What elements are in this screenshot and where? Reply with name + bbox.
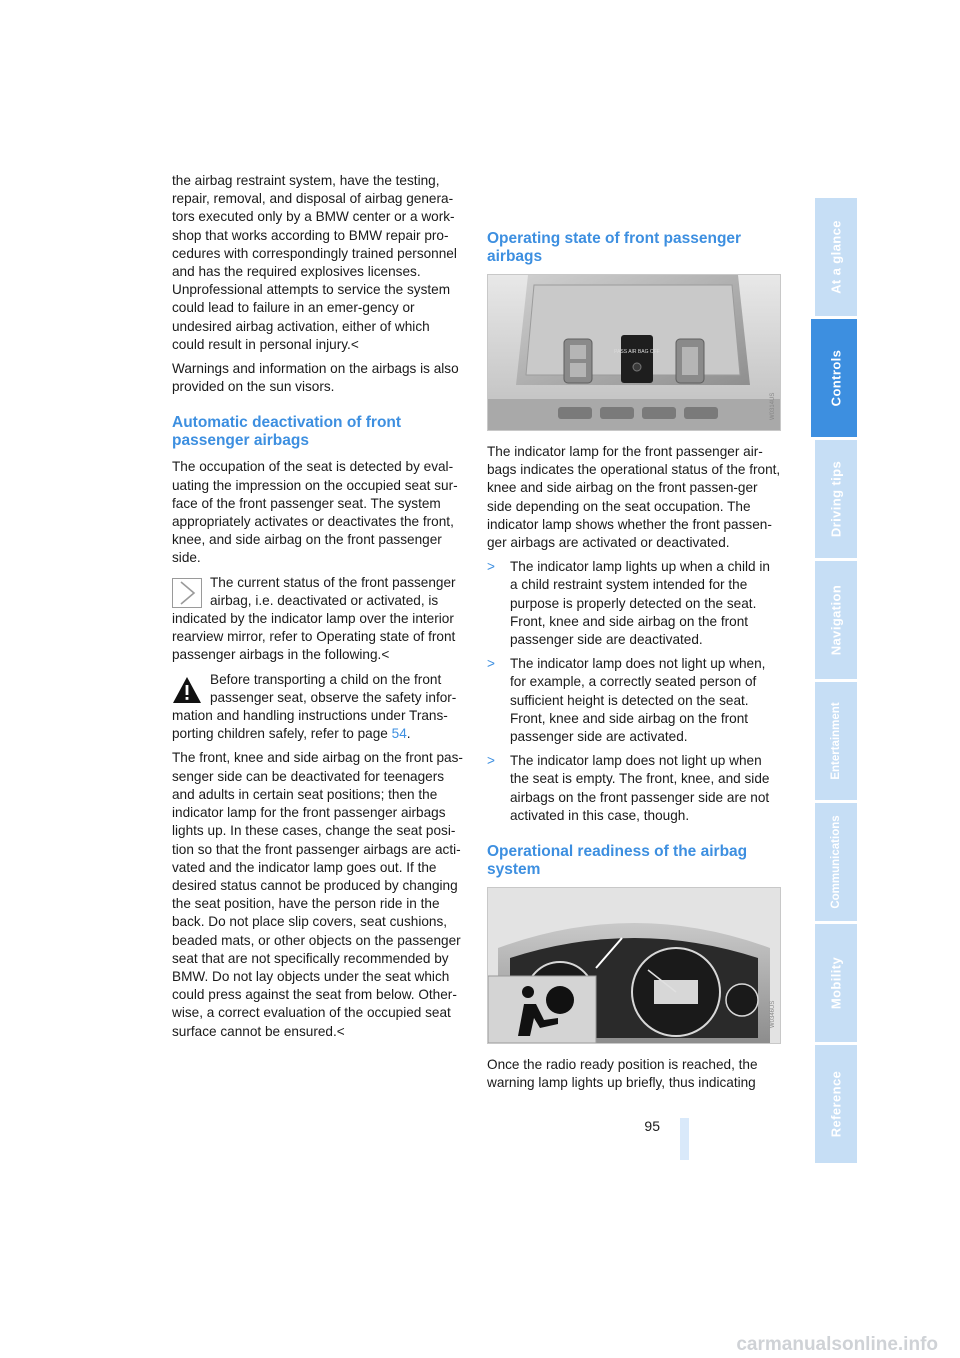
tab-mobility[interactable] <box>815 924 857 1042</box>
tab-label: At a glance <box>828 220 844 294</box>
paragraph-airbag-service: the airbag restraint system, have the testing, repair, removal, and disposal of airbag genera-tors executed only by a BMW center or a work-shop that works according to BMW repair pro-cedures with correspondingly trained personnel and has the required explosives licenses. Unprofessional attempts to service the system could lead to failure in an emer-gency or undesired airbag activation, either of which could result in personal injury.< <box>172 173 457 352</box>
tab-label: Entertainment <box>830 702 842 780</box>
tab-label: Driving tips <box>828 460 844 538</box>
tab-communications[interactable] <box>815 803 857 921</box>
list-item <box>487 655 781 746</box>
tab-controls[interactable] <box>815 319 857 437</box>
tab-at-a-glance[interactable] <box>815 198 857 316</box>
list-item-text: The indicator lamp lights up when a child in a child restraint system intended for the purpose is properly detected on the seat. Front, knee and side airbag on the front passenger side are deactivated. <box>510 559 770 648</box>
bullet-mark: > <box>487 753 495 769</box>
warning-child <box>172 671 464 744</box>
warning-child-text: Before transporting a child on the front passenger seat, observe the safety infor-mation and handling instructions under Trans-porting children safely, refer to page <box>172 671 457 742</box>
tab-entertainment[interactable] <box>815 682 857 800</box>
tab-driving-tips[interactable] <box>815 440 857 558</box>
page-link-54[interactable]: 54 <box>391 726 407 742</box>
warning-period: . <box>406 726 411 742</box>
heading-automatic-deactivation: Automatic deactivation of front passenger airbags <box>172 414 402 450</box>
tab-label: Controls <box>828 349 844 407</box>
note-status <box>172 574 464 665</box>
page-number: 95 <box>644 1118 660 1134</box>
watermark-brand: carmanualsonline.info <box>736 1334 938 1355</box>
heading-operating-state: Operating state of front passenger airbags <box>487 230 742 265</box>
tab-label: Communications <box>830 815 842 909</box>
left-column <box>172 172 464 1047</box>
paragraph-seat-occupation: The occupation of the seat is detected by eval-uating the impression on the occupied seat sur-face of the front passenger seat. The system appropriately activates or deactivates the front, knee, and side airbag on the front passenger side. <box>172 459 458 566</box>
paragraph-deactivation-details: The front, knee and side airbag on the front pas-senger side can be deactivated for teenagers and adults in certain seat positions; then the indicator lamp for the front passenger airbags lights up. In these cases, change the seat posi-tion so that the front passenger airbags are acti-vated and the indicator lamp goes out. If the desired status cannot be produced by changing the seat position, have the person ride in the back. Do not place slip covers, seat cushions, beaded mats, or other objects on the passenger seat that are not specifically recommended by BMW. Do not lay objects under the seat which could press against the seat from below. Other-wise, a correct evaluation of the occupied seat surface cannot be ensured.< <box>172 750 463 1039</box>
photo1-code: W0314US <box>770 392 776 420</box>
note-status-text: The current status of the front passenger airbag, i.e. deactivated or activated, is indicated by the indicator lamp over the interior rearview mirror, refer to Operating state of front passenger airbags in the following.< <box>172 574 456 663</box>
tab-reference[interactable] <box>815 1045 857 1163</box>
lamp-label: PASS AIR BAG OFF <box>614 349 660 355</box>
bullet-mark: > <box>487 559 495 575</box>
tab-label: Mobility <box>828 956 844 1010</box>
tab-navigation[interactable] <box>815 561 857 679</box>
photo-indicator-lamp <box>487 274 781 431</box>
paragraph-warning-lamp: Once the radio ready position is reached, the warning lamp lights up briefly, thus indicating <box>487 1057 758 1091</box>
chapter-tabs <box>815 198 857 1166</box>
photo2-code: W0346US <box>770 1000 776 1029</box>
instrument-cluster-illustration <box>488 888 780 1043</box>
photo-instrument-cluster <box>487 887 781 1044</box>
right-column <box>487 172 781 1098</box>
list-item <box>487 752 781 825</box>
lamp-states-list <box>487 558 781 825</box>
note-arrow-icon <box>172 578 202 608</box>
warning-triangle-icon <box>172 675 202 705</box>
paragraph-indicator-lamp: The indicator lamp for the front passenger air-bags indicates the operational status of the front, knee and side airbag on the front passen-ger side depending on the seat occupation. The indicator lamp shows whether the front passen-ger airbags are activated or deactivated. <box>487 444 781 551</box>
indicator-lamp-illustration <box>488 275 780 430</box>
list-item <box>487 558 781 649</box>
paragraph-sun-visors: Warnings and information on the airbags is also provided on the sun visors. <box>172 361 459 395</box>
list-item-text: The indicator lamp does not light up when the seat is empty. The front, knee, and side airbags on the front passenger side are not activated in this case, though. <box>510 753 770 823</box>
tab-label: Navigation <box>828 584 844 656</box>
tab-label: Reference <box>828 1070 844 1138</box>
bullet-mark: > <box>487 656 495 672</box>
page-number-bar <box>680 1118 689 1160</box>
heading-operational-readiness: Operational readiness of the airbag system <box>487 843 748 879</box>
list-item-text: The indicator lamp does not light up when, for example, a correctly seated person of sufficient height is detected on the seat. Front, knee and side airbag on the front passenger side are activated. <box>510 656 766 745</box>
